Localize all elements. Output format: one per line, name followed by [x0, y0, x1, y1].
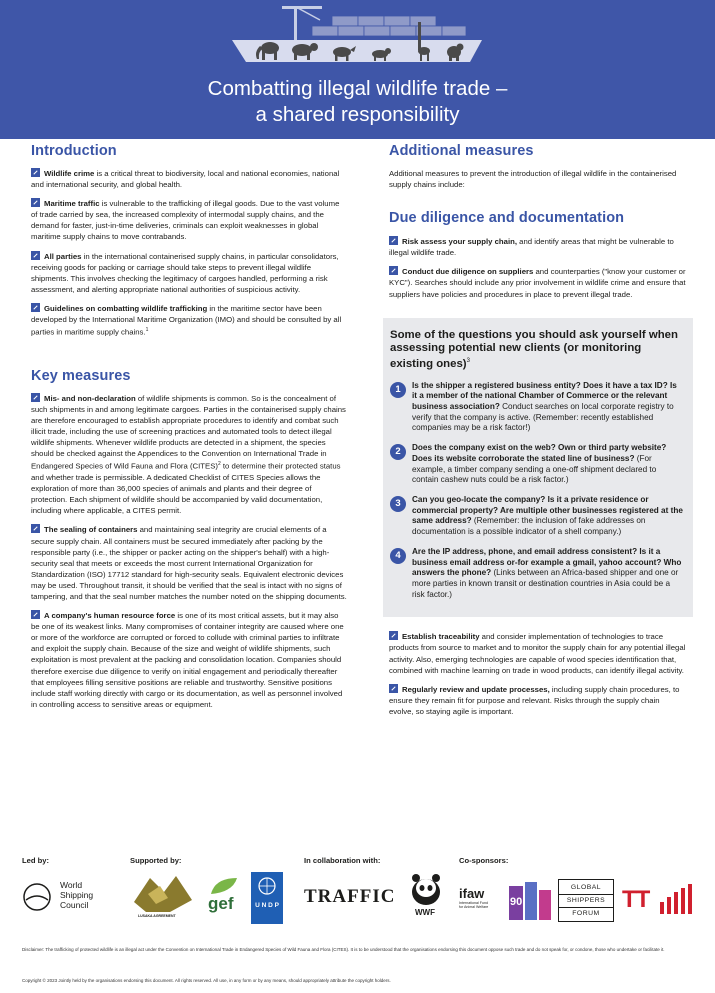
- arrow-bullet-icon: [389, 684, 398, 693]
- question-number: 1: [390, 382, 406, 398]
- question-bold: Can you geo-locate the company? Is it a private residence or commercial property? Are multiple other businesses registered at the same address?: [412, 495, 683, 526]
- review-paragraph: [389, 684, 686, 717]
- traceability-paragraph: [389, 631, 686, 675]
- question-text: [412, 443, 683, 486]
- introduction-heading: Introduction: [31, 143, 117, 159]
- lusaka-agreement-logo: [130, 872, 196, 922]
- ship-wildlife-illustration: [232, 2, 492, 66]
- additional-measures-intro: Additional measures to prevent the introduction of illegal wildlife in the containerised supply chains include:: [389, 169, 677, 190]
- header-banner: [0, 0, 715, 139]
- page-title-line-2: a shared responsibility: [255, 103, 460, 126]
- ninety-text: 90: [510, 896, 523, 908]
- page-title-line-1: Combatting illegal wildlife trade –: [207, 77, 508, 100]
- footnote-ref: 1: [145, 327, 149, 334]
- ifaw-subtext: International Fund for Animal Welfare: [459, 901, 489, 910]
- question-bold: Is the shipper a registered business entity? Does it have a tax ID? Is it a member of the national Chamber of Commerce or the relevant business association?: [412, 380, 677, 412]
- question-bold: Are the IP address, phone, and email address consistent? Is it a business email address or-for example a gmail, yahoo account? Who answers the phone?: [412, 546, 682, 578]
- intro-paragraph: [31, 303, 347, 338]
- question-text: [412, 495, 683, 538]
- gef-text: gef: [208, 894, 234, 913]
- question-detail: (Links between an Africa-based shipper and one or more parties in known transit or destination countries in Asia could be a risk factor.): [412, 568, 679, 599]
- gsf-line: SHIPPERS: [559, 894, 613, 908]
- key-measure-text: of wildlife shipments is common. So is the concealment of such shipments in and among legitimate cargoes. Parties in the containerised supply chains are therefore encouraged to establish appropriate procedures to identify and combat such illicit trade, including the use of screening practices and automated tools to detect illegal wildlife shipments. Whenever wildlife products are detected in a shipment, the species should be checked against the Appendices to the Convention on International Trade in Endangered Species of Wild Fauna and Flora (CITES): [31, 393, 346, 471]
- traceability-bold: Establish traceability: [402, 632, 480, 642]
- cosponsors-label: Co-sponsors:: [459, 856, 509, 865]
- intro-bold: Guidelines on combatting wildlife trafficking: [44, 303, 208, 313]
- question-text: [412, 547, 683, 601]
- wwf-text: WWF: [415, 908, 435, 917]
- ifaw-logo: [459, 886, 503, 922]
- due-diligence-text: and counterparties ("know your customer or KYC"). Searches should include any prior involvement in wildlife crime and ensure that suppliers have policies and procedures in place to prevent illegal trade.: [389, 267, 686, 299]
- questions-heading: [390, 329, 683, 372]
- gef-leaf-icon: [209, 876, 239, 896]
- due-diligence-paragraph: [389, 266, 686, 299]
- questions-box: [383, 318, 693, 618]
- question-detail: (Remember: the inclusion of fake addresses on documentation is a possible indicator of a shell company.): [412, 516, 646, 537]
- key-measure-bold: Mis- and non-declaration: [44, 393, 136, 403]
- question-item: [390, 495, 683, 538]
- tt-text: TT: [622, 886, 650, 913]
- global-shippers-forum-logo: [558, 879, 614, 922]
- arrow-bullet-icon: [389, 266, 398, 275]
- tt-bars-icon: [660, 884, 696, 914]
- key-measure-paragraph: [31, 524, 347, 602]
- question-bold: Does the company exist on the web? Own or third party website? Does its website corroborate the stated line of business?: [412, 443, 667, 463]
- additional-measures-heading: Additional measures: [389, 143, 534, 159]
- wsc-line: Shipping: [60, 890, 94, 900]
- anniversary-90-logo: [509, 882, 553, 922]
- disclaimer: Disclaimer: The trafficking of protected wildlife is an illegal act under the Convention on International Trade in Endangered Species of Wild Fauna and Flora (CITES). It is to be understood that the organisations endorsing this document oppose such trade and do not speak for, or condone, those who undertake or facilitate it.: [22, 947, 665, 952]
- undp-text: U N D P: [255, 902, 279, 909]
- question-item: [390, 381, 683, 435]
- question-number: 4: [390, 548, 406, 564]
- traffic-logo: TRAFFIC: [304, 886, 396, 907]
- wwf-logo: [408, 872, 444, 924]
- intro-bold: Wildlife crime: [44, 169, 95, 178]
- due-diligence-paragraph: [389, 236, 686, 258]
- key-measure-text: is one of its most critical assets, but it may also be one of its weakest links. Many compromises of container integrity are caused where one or more of the workforce are corrupted or forced to collude with criminal parties to infiltrate and exploit the supply chain. Because of the size and weight of wildlife shipments, such exploitation is most prevalent at the packing and consolidation location. Companies should therefore exercise due diligence to verify on initial engagement and periodically thereafter that employees filling sensitive positions are reliable and trustworthy. Sensitive positions include staff working directly with cargo or its documentation, as well as personnel involved in controlling access to sensitive areas or equipment.: [31, 611, 344, 709]
- question-detail: (For example, a timber company sending a one-off shipment declared to contain cashew nuts could be a risk factor.): [412, 453, 657, 485]
- right-column: [389, 143, 686, 725]
- key-measure-text: and maintaining seal integrity are crucial elements of a secure supply chain. All containers must be secured immediately after packing by the responsible party (i.e., the shipper or packer acting on the shipper's behalf) with a high-security seal that meets or exceeds the most current International Organization for Standardization (ISO) 17712 standard for high-security seals. Equivalent electronic devices may be used. Throughout transit, it should be verified that the seal is intact with no signs of tampering, and that the seal number matches the number noted on the shipping documents.: [31, 525, 347, 601]
- undp-logo: [251, 872, 283, 924]
- arrow-bullet-icon: [31, 524, 40, 533]
- intro-paragraph: [31, 251, 347, 295]
- lusaka-emblem-icon: [130, 872, 196, 916]
- review-bold: Regularly review and update processes,: [402, 684, 550, 694]
- gsf-line: FORUM: [572, 910, 600, 917]
- footnote-ref: 3: [466, 358, 470, 365]
- due-diligence-bold: Risk assess your supply chain,: [402, 237, 518, 247]
- traceability-text: and consider implementation of technologies to trace products from source to market and to monitor the supply chain for any potential illegal activity. Also, emerging technologies are capable of wood species identification that, combined with machine learning on trade in wood products, can identify illegal activity.: [389, 632, 686, 675]
- arrow-bullet-icon: [31, 610, 40, 619]
- question-text: [412, 381, 683, 435]
- intro-bold: Maritime traffic: [44, 199, 100, 209]
- globe-icon: [22, 882, 52, 912]
- gsf-line: GLOBAL: [570, 884, 602, 891]
- arrow-bullet-icon: [31, 393, 40, 402]
- questions-heading-text: Some of the questions you should ask yourself when assessing potential new clients (or monitoring existing ones): [390, 328, 678, 371]
- due-diligence-heading: Due diligence and documentation: [389, 210, 625, 227]
- copyright: Copyright © 2023 Jointly held by the organisations endorsing this document. All rights reserved. All use, in any form or by any means, should appropriately attribute the copyright holders.: [22, 978, 391, 983]
- footnote-ref: 2: [217, 461, 221, 468]
- arrow-bullet-icon: [31, 303, 40, 312]
- key-measure-text: to determine their protected status and whether trade is permissible. A dedicated Checklist of CITES Species allows the exploration of more than 36,000 species of animals and plants and their degree of protection. Each shipment of wildlife should be accompanied by valid documentation, including where applicable, a CITES permit.: [31, 461, 341, 516]
- question-number: 3: [390, 496, 406, 512]
- intro-text: in the international containerised supply chains, in particular consolidators, receiving goods for packing or carriage should take steps to prevent illegal wildlife shipments. This involves checking the legitimacy of cargoes handled, performing a risk assessment, and alerting appropriate national authorities of suspicious activity.: [31, 251, 339, 294]
- due-diligence-text: and identify areas that might be vulnerable to illegal wildlife trade.: [389, 237, 674, 258]
- key-measure-bold: A company's human resource force: [44, 611, 176, 621]
- ifaw-text: ifaw: [459, 886, 485, 901]
- arrow-bullet-icon: [389, 236, 398, 245]
- wsc-line: Council: [60, 900, 89, 910]
- tt-club-logo: [622, 884, 698, 918]
- question-number: 2: [390, 444, 406, 460]
- key-measure-paragraph: [31, 393, 347, 517]
- lusaka-text: LUSAKA AGREEMENT: [138, 914, 176, 918]
- intro-text: is a critical threat to biodiversity, local and national economies, national and international security, and global health.: [31, 169, 340, 190]
- world-shipping-council-logo: [22, 878, 112, 918]
- due-diligence-bold: Conduct due diligence on suppliers: [402, 267, 534, 277]
- intro-text: in the maritime sector have been developed by the International Maritime Organization (IMO) and should be consulted by all parties in maritime supply chains.: [31, 303, 342, 337]
- question-detail: Conduct searches on local corporate registry to verify that the company is active. (Remember: recently established companies may be a risk factor!): [412, 402, 674, 433]
- review-text: including supply chain procedures, to ensure they remain fit for purpose and relevant. Risks through the supply chain evolve, so staying agile is important.: [389, 684, 680, 716]
- supported-by-label: Supported by:: [130, 856, 182, 865]
- question-item: [390, 443, 683, 486]
- arrow-bullet-icon: [31, 168, 40, 177]
- gef-logo: [206, 876, 242, 920]
- intro-text: is vulnerable to the trafficking of illegal goods. Due to the vast volume of trade carried by sea, the increased complexity of intermodal supply chains, and the demand for faster, just-in-time deliveries, criminals can exploit weaknesses in global maritime supply chains to move contrabands.: [31, 199, 340, 242]
- intro-paragraph: [31, 168, 347, 190]
- led-by-label: Led by:: [22, 856, 50, 865]
- arrow-bullet-icon: [389, 631, 398, 640]
- arrow-bullet-icon: [31, 251, 40, 260]
- collaboration-label: In collaboration with:: [304, 856, 381, 865]
- key-measures-heading: Key measures: [31, 367, 131, 384]
- un-emblem-icon: [257, 876, 277, 896]
- intro-bold: All parties: [44, 251, 82, 261]
- intro-paragraph: [31, 198, 347, 242]
- panda-icon: [408, 872, 442, 906]
- key-measure-paragraph: [31, 610, 347, 710]
- left-column: [31, 143, 347, 718]
- key-measure-bold: The sealing of containers: [44, 525, 138, 535]
- wsc-line: World: [60, 880, 83, 890]
- question-item: [390, 547, 683, 601]
- arrow-bullet-icon: [31, 198, 40, 207]
